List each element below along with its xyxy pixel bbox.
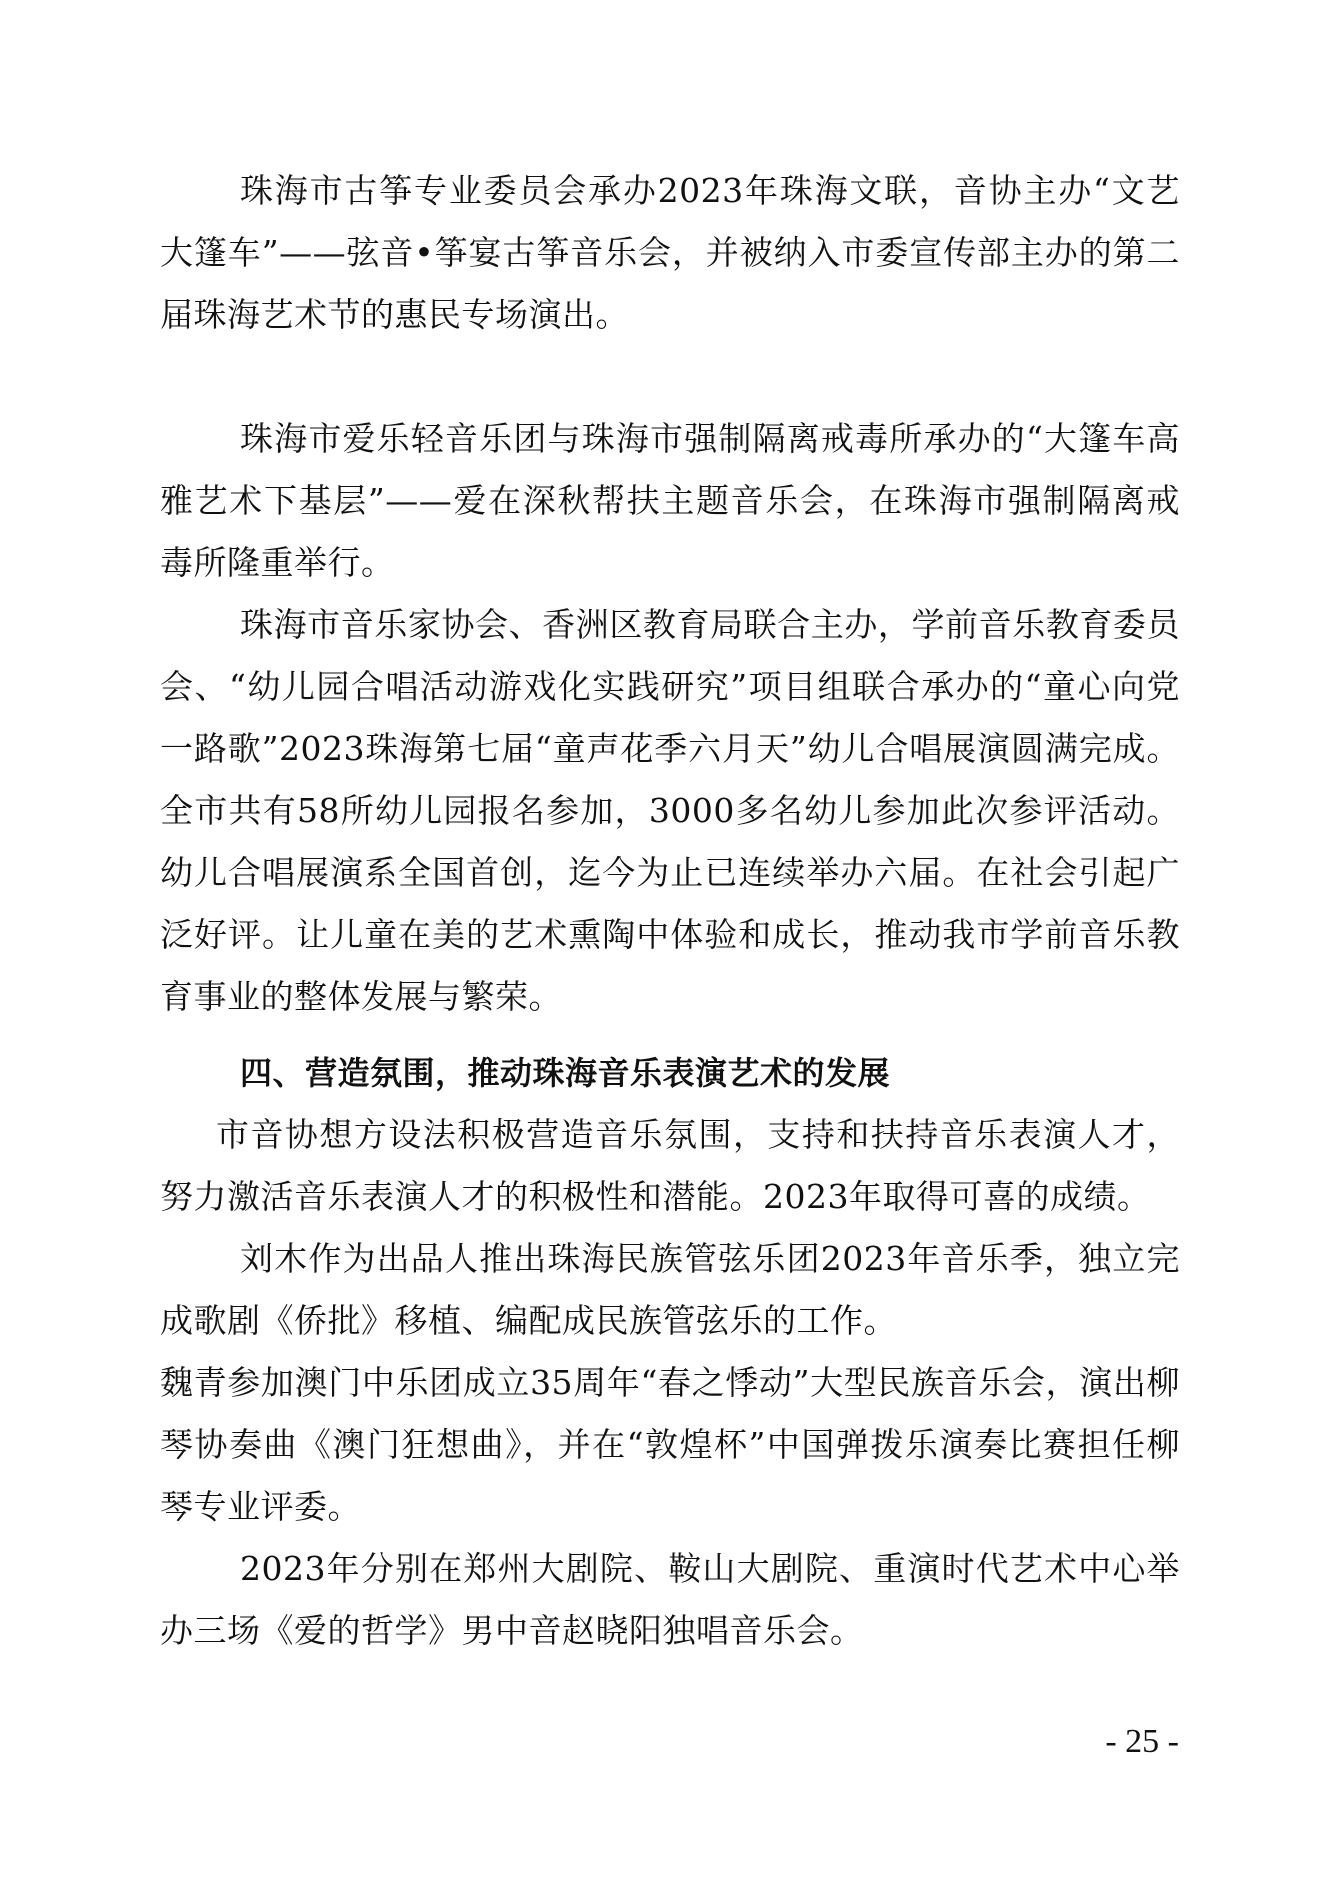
paragraph-zhao-xiaoyang: 2023年分别在郑州大剧院、鞍山大剧院、重演时代艺术中心举办三场《爱的哲学》男中音赵晓阳独唱音乐会。	[160, 1549, 1180, 1650]
paragraph-children-choir: 珠海市音乐家协会、香洲区教育局联合主办，学前音乐教育委员会、“幼儿园合唱活动游戏化实践研究”项目组联合承办的“童心向党一路歌”2023珠海第七届“童声花季六月天”幼儿合唱展演圆满完成。全市共有58所幼儿园报名参加，3000多名幼儿参加此次参评活动。幼儿合唱展演系全国首创，迄今为止已连续举办六届。在社会引起广泛好评。让儿童在美的艺术熏陶中体验和成长，推动我市学前音乐教育事业的整体发展与繁荣。	[160, 605, 1180, 1016]
paragraph-music-atmosphere: 市音协想方设法积极营造音乐氛围，支持和扶持音乐表演人才，努力激活音乐表演人才的积极性和潜能。2023年取得可喜的成绩。	[160, 1115, 1180, 1216]
section-heading: 四、营造氛围，推动珠海音乐表演艺术的发展	[240, 1054, 891, 1092]
page-number: - 25 -	[1105, 1723, 1179, 1760]
paragraph-wei-qing: 魏青参加澳门中乐团成立35周年“春之悸动”大型民族音乐会，演出柳琴协奏曲《澳门狂想曲》，并在“敦煌杯”中国弹拨乐演奏比赛担任柳琴专业评委。	[160, 1363, 1180, 1526]
paragraph-liu-mu: 刘木作为出品人推出珠海民族管弦乐团2023年音乐季，独立完成歌剧《侨批》移植、编配成民族管弦乐的工作。	[160, 1239, 1180, 1340]
paragraph-light-music-concert: 珠海市爱乐轻音乐团与珠海市强制隔离戒毒所承办的“大篷车高雅艺术下基层”——爱在深秋帮扶主题音乐会，在珠海市强制隔离戒毒所隆重举行。	[160, 419, 1180, 582]
paragraph-guzheng-concert: 珠海市古筝专业委员会承办2023年珠海文联，音协主办“文艺大篷车”——弦音•筝宴古筝音乐会，并被纳入市委宣传部主办的第二届珠海艺术节的惠民专场演出。	[160, 171, 1180, 334]
